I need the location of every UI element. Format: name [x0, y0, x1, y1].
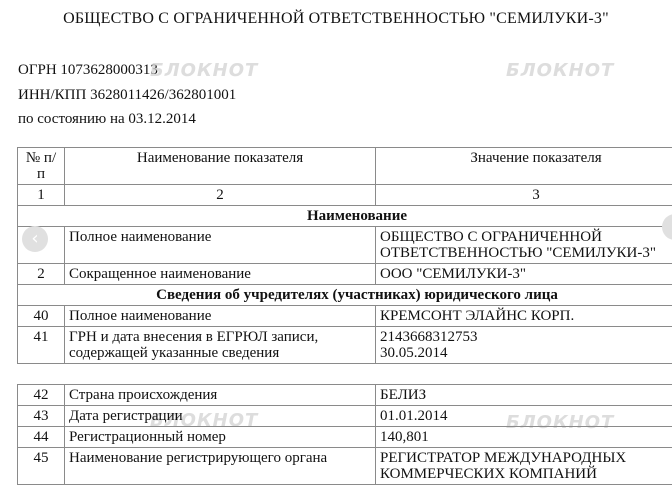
row-indicator: Полное наименование: [65, 306, 376, 327]
row-indicator: Сокращенное наименование: [65, 264, 376, 285]
column-number-2: 2: [65, 185, 376, 206]
chevron-left-icon[interactable]: ‹: [22, 226, 48, 252]
row-number: 44: [18, 427, 65, 448]
table-row: [18, 327, 672, 364]
as-of-date-line: по состоянию на 03.12.2014: [18, 111, 196, 127]
row-number: 41: [18, 327, 65, 364]
column-number-3: 3: [376, 185, 672, 206]
row-number: 2: [18, 264, 65, 285]
column-number-1: 1: [18, 185, 65, 206]
column-number-row: [18, 185, 672, 206]
row-number: 42: [18, 385, 65, 406]
row-number: 45: [18, 448, 65, 485]
header-cell-number: № п/п: [18, 148, 65, 185]
row-value-grn: 2143668312753: [380, 329, 478, 345]
section-title-name: Наименование: [18, 206, 672, 227]
inn-kpp-line: ИНН/КПП 3628011426/362801001: [18, 87, 237, 103]
row-indicator: Полное наименование: [65, 227, 376, 264]
row-indicator: ГРН и дата внесения в ЕГРЮЛ записи, содержащей указанные сведения: [65, 327, 376, 364]
ogrn-line: ОГРН 1073628000313: [18, 62, 158, 78]
row-indicator: Дата регистрации: [65, 406, 376, 427]
row-indicator: Наименование регистрирующего органа: [65, 448, 376, 485]
table-row: [18, 427, 672, 448]
row-number: 43: [18, 406, 65, 427]
table-row: [18, 385, 672, 406]
watermark-logo: БЛОКНОТ: [506, 412, 615, 433]
watermark-logo: БЛОКНОТ: [150, 410, 259, 431]
row-indicator: Страна происхождения: [65, 385, 376, 406]
header-cell-value: Значение показателя: [376, 148, 672, 185]
table-row: [18, 448, 672, 485]
section-header-row: [18, 285, 672, 306]
row-value: КРЕМСОНТ ЭЛАЙНС КОРП.: [376, 306, 672, 327]
header-row: [18, 148, 672, 185]
row-value: РЕГИСТРАТОР МЕЖДУНАРОДНЫХ КОММЕРЧЕСКИХ КОМПАНИЙ: [376, 448, 672, 485]
table-row: [18, 227, 672, 264]
row-value: [376, 327, 672, 364]
watermark-logo: БЛОКНОТ: [506, 60, 615, 81]
registry-table: [17, 147, 672, 485]
table-row: [18, 264, 672, 285]
section-title-founders: Сведения об учредителях (участниках) юридического лица: [18, 285, 672, 306]
row-indicator: Регистрационный номер: [65, 427, 376, 448]
row-value: БЕЛИЗ: [376, 385, 672, 406]
row-value: 01.01.2014: [376, 406, 672, 427]
row-value-date: 30.05.2014: [380, 345, 448, 361]
row-value: ОБЩЕСТВО С ОГРАНИЧЕННОЙ ОТВЕТСТВЕННОСТЬЮ "СЕМИЛУКИ-3": [376, 227, 672, 264]
section-header-row: [18, 206, 672, 227]
row-value: 140,801: [376, 427, 672, 448]
watermark-logo: БЛОКНОТ: [150, 60, 259, 81]
row-value: ООО "СЕМИЛУКИ-3": [376, 264, 672, 285]
spacer-row: [18, 364, 672, 385]
table-row: [18, 406, 672, 427]
spacer-cell: [18, 364, 672, 385]
header-cell-indicator: Наименование показателя: [65, 148, 376, 185]
table-row: [18, 306, 672, 327]
row-number: 40: [18, 306, 65, 327]
document-title: ОБЩЕСТВО С ОГРАНИЧЕННОЙ ОТВЕТСТВЕННОСТЬЮ "СЕМИЛУКИ-3": [63, 10, 609, 27]
